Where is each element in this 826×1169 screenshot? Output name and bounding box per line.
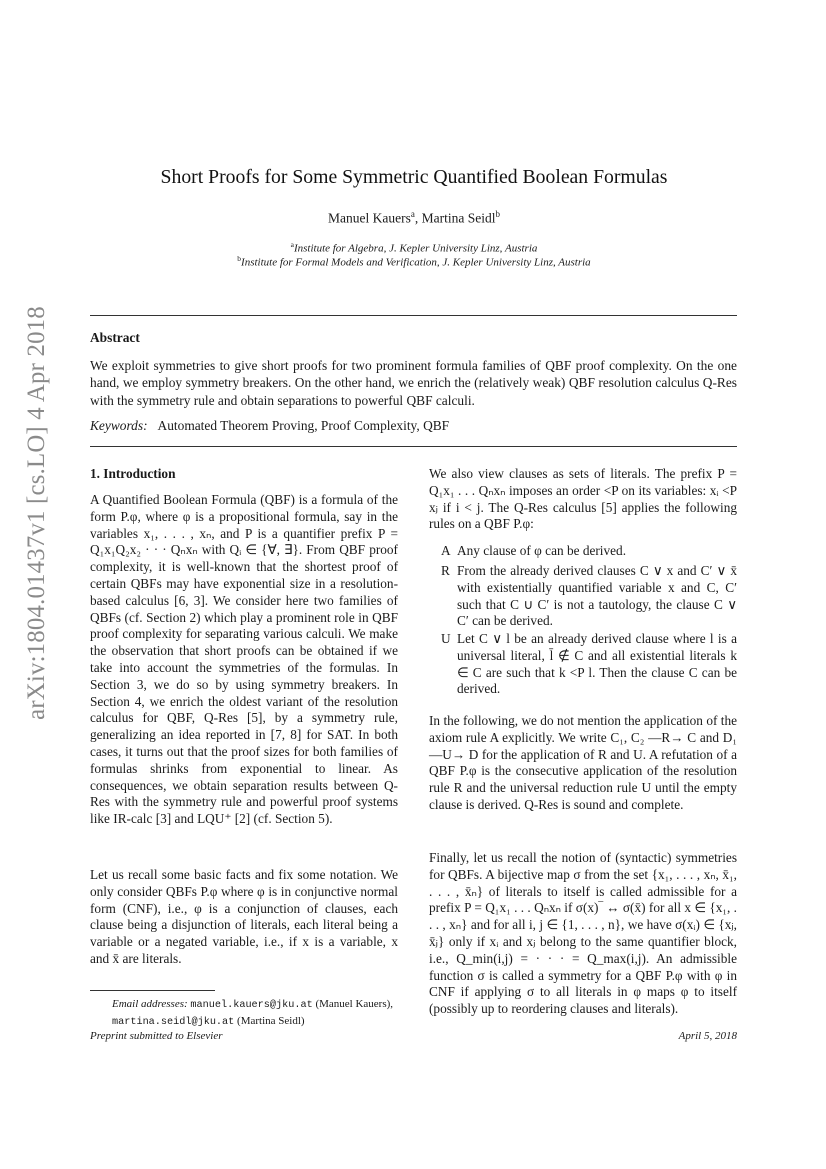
abstract-top-rule xyxy=(90,315,737,316)
affiliation-text: Institute for Formal Models and Verification, J. Kepler University Linz, Austria xyxy=(241,256,591,269)
right-paragraph: We also view clauses as sets of literals. The prefix P = Q₁x₁ . . . Qₙxₙ imposes an order <P on its variables: xᵢ <P xⱼ if i < j. The Q-Res calculus [5] applies the following rules on a QBF P.φ: xyxy=(429,466,737,532)
email-address[interactable]: martina.seidl@jku.at xyxy=(112,1016,235,1028)
abstract-heading: Abstract xyxy=(90,330,140,345)
affiliation-mark: b xyxy=(495,209,500,219)
arxiv-identifier: arXiv:1804.01437v1 [cs.LO] 4 Apr 2018 xyxy=(23,305,50,720)
rule-text: From the already derived clauses C ∨ x and C′ ∨ x̄ with existentially quantified variable x and C, C′ such that C ∪ C′ is not a tautology, the clause C ∨ C′ can be derived. xyxy=(457,563,737,629)
rule-text: Let C ∨ l be an already derived clause where l is a universal literal, l̄ ∉ C and all existential literals k ∈ C are such that k <P l. Then the clause C can be derived. xyxy=(457,631,737,697)
paper-title: Short Proofs for Some Symmetric Quantified Boolean Formulas xyxy=(160,166,668,188)
affiliation-mark: a xyxy=(410,209,415,219)
rule-label: R xyxy=(441,563,450,578)
author-line xyxy=(90,209,738,227)
footnote-label: Email addresses: xyxy=(112,998,188,1010)
affiliation-mark: b xyxy=(237,254,242,263)
footer-date: April 5, 2018 xyxy=(678,1030,737,1042)
keywords-label: Keywords: xyxy=(90,418,148,433)
section-heading: 1. Introduction xyxy=(90,466,176,481)
email-address[interactable]: manuel.kauers@jku.at xyxy=(190,1000,313,1011)
abstract-bottom-rule xyxy=(90,446,737,447)
author-separator: , xyxy=(414,210,422,226)
affiliation-mark: a xyxy=(290,240,294,249)
keywords-text: Automated Theorem Proving, Proof Complexity, QBF xyxy=(157,418,450,433)
right-paragraph: Finally, let us recall the notion of (syntactic) symmetries for QBFs. A bijective map σ from the set {x₁, . . . , xₙ, x̄₁, . . . , x̄ₙ} of literals to itself is called admissible for a prefix P = Q₁x₁ . . . Qₙxₙ if σ(x)‾ ↔ σ(x̄) for all x ∈ {x₁, . . . , xₙ} and for all i, j ∈ {1, . . . , n}, we have σ(xᵢ) ∈ {xⱼ, x̄ⱼ} only if xᵢ and xⱼ belong to the same quantifier block, i.e., Q_min(i,j) = · · · = Q_max(i,j). An admissible function σ is called a symmetry for a QBF P.φ with φ in CNF if applying σ to all literals in φ maps φ to itself (possibly up to reordering clauses and literals). xyxy=(429,850,737,1017)
right-paragraph: In the following, we do not mention the application of the axiom rule A explicitly. We write C₁, C₂ —R→ C and D₁ —U→ D for the application of R and U. A refutation of a QBF P.φ is the consecutive application of the resolution rule R and the universal reduction rule U until the empty clause is derived. Q-Res is sound and complete. xyxy=(429,713,737,812)
author-name: Martina Seidl xyxy=(421,210,496,226)
rule-text: Any clause of φ can be derived. xyxy=(457,543,627,558)
intro-paragraph: A Quantified Boolean Formula (QBF) is a formula of the form P.φ, where φ is a propositional formula, say in the variables x₁, . . . , xₙ, and P is a quantifier prefix P = Q₁x₁Q₂x₂ · · · Qₙxₙ with Qᵢ ∈ {∀, ∃}. From QBF proof complexity, it is well-known that the shortest proof of certain QBFs may have exponential size in a resolution-based calculus [6, 3]. We consider here two families of QBFs (cf. Section 2) which play a prominent role in QBF proof complexity for separating various calculi. We make the observation that short proofs can be obtained if we take into account the symmetries of the formulas. In Section 3, we do so by using symmetry breakers. In Section 4, we enrich the oldest variant of the resolution calculus for QBF, Q-Res [5], by a symmetry rule, generalizing an idea reported in [7, 8] for SAT. In both cases, it turns out that the proof sizes for both families of formulas shrinks from exponential to linear. As consequences, we obtain separation results between Q-Res with the symmetry rule and powerful proof systems like IR-calc [3] and LQU⁺ [2] (cf. Section 5). xyxy=(90,492,398,827)
email-owner: (Manuel Kauers), xyxy=(315,998,394,1010)
intro-paragraph: Let us recall some basic facts and fix some notation. We only consider QBFs P.φ where φ is in conjunctive normal form (CNF), i.e., φ is a conjunction of clauses, each clause being a disjunction of literals, each literal being a variable or a negated variable, i.e., if x is a variable, x and x̄ are literals. xyxy=(90,867,398,966)
affiliation-a xyxy=(90,240,738,255)
rule-label: A xyxy=(441,543,451,558)
abstract-body: We exploit symmetries to give short proofs for two prominent formula families of QBF proof complexity. On the one hand, we employ symmetry breakers. On the other hand, we enrich the (relatively weak) QBF resolution calculus Q-Res with the symmetry rule and obtain separations to powerful QBF calculi. xyxy=(90,358,737,408)
affiliation-b xyxy=(90,254,738,269)
arxiv-side-stamp xyxy=(14,305,60,720)
footnote-emails xyxy=(90,997,398,1030)
affiliation-text: Institute for Algebra, J. Kepler University Linz, Austria xyxy=(293,242,538,255)
footnote-rule xyxy=(90,990,215,991)
rule-label: U xyxy=(441,631,451,646)
keywords-line xyxy=(90,418,737,434)
email-owner: (Martina Seidl) xyxy=(237,1014,305,1027)
footer-preprint: Preprint submitted to Elsevier xyxy=(90,1030,223,1042)
author-name: Manuel Kauers xyxy=(328,210,411,226)
